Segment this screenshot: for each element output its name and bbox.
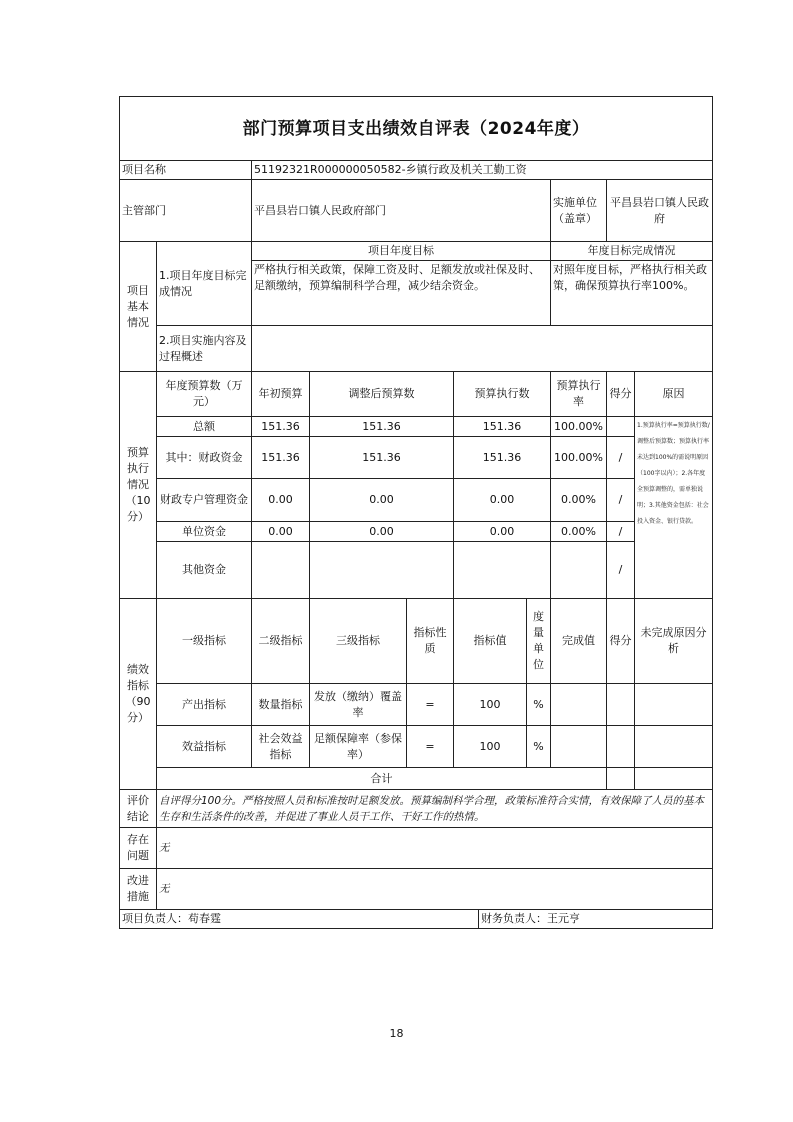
rate-header: 预算执行率 [551,372,607,417]
budget-row-executed: 151.36 [454,437,551,479]
level2-header: 二级指标 [252,599,310,684]
budget-row-name: 其他资金 [157,542,252,599]
budget-row-rate: 0.00% [551,479,607,522]
perf-done [551,684,607,726]
nature-header: 指标性质 [407,599,454,684]
budget-row-executed: 0.00 [454,522,551,542]
total-blank [635,768,713,790]
project-name-label: 项目名称 [120,161,252,180]
perf-reason [635,726,713,768]
perf-row [120,684,713,726]
unfinished-reason-header: 未完成原因分析 [635,599,713,684]
perf-level2: 社会效益指标 [252,726,310,768]
project-name-value: 51192321R000000050582-乡镇行政及机关工勤工资 [252,161,713,180]
dept-label: 主管部门 [120,180,252,242]
perf-level1: 效益指标 [157,726,252,768]
budget-row-score: / [607,542,635,599]
unit-header: 度量单位 [527,599,551,684]
budget-row-name: 单位资金 [157,522,252,542]
budget-row-executed [454,542,551,599]
budget-row-score: / [607,479,635,522]
total-label: 合计 [157,768,607,790]
budget-label: 预算执行情况（10分） [120,372,157,599]
perf-level1: 产出指标 [157,684,252,726]
form-title: 部门预算项目支出绩效自评表（2024年度） [120,97,713,161]
improve-label: 改进措施 [120,869,157,910]
budget-row [120,417,713,437]
budget-row-rate: 0.00% [551,522,607,542]
budget-score-header: 得分 [607,372,635,417]
budget-row-adjusted: 0.00 [310,479,454,522]
implementation-value [252,326,713,372]
budget-reason-note: 1.预算执行率=预算执行数/调整后预算数；预算执行率未达到100%的需说明原因（100字以内）；2.各年度全预算调整的，需单独说明；3.其他资金包括：社会投入资金、银行贷款。 [635,417,713,599]
issues-label: 存在问题 [120,828,157,869]
budget-row-name: 总额 [157,417,252,437]
perf-score [607,684,635,726]
perf-nature: = [407,726,454,768]
finance-lead: 财务负责人：王元亨 [479,910,713,929]
annual-goal-header: 项目年度目标 [252,242,551,261]
adjusted-budget-header: 调整后预算数 [310,372,454,417]
perf-row [120,726,713,768]
total-score [607,768,635,790]
issues-text: 无 [157,828,713,869]
level1-header: 一级指标 [157,599,252,684]
budget-row-executed: 0.00 [454,479,551,522]
perf-label: 绩效指标（90分） [120,599,157,790]
budget-row-adjusted: 151.36 [310,417,454,437]
impl-unit-label: 实施单位（盖章） [551,180,607,242]
evaluation-text: 自评得分100分。严格按照人员和标准按时足额发放。预算编制科学合理，政策标准符合实情，有效保障了人员的基本生存和生活条件的改善，并促进了事业人员干工作、干好工作的热情。 [157,790,713,828]
budget-row-adjusted: 0.00 [310,522,454,542]
perf-score-header: 得分 [607,599,635,684]
budget-row-initial: 0.00 [252,479,310,522]
budget-row-score: / [607,522,635,542]
level3-header: 三级指标 [310,599,407,684]
perf-score [607,726,635,768]
budget-row [120,522,713,542]
budget-row-rate [551,542,607,599]
perf-value: 100 [454,726,527,768]
evaluation-label: 评价结论 [120,790,157,828]
improve-text: 无 [157,869,713,910]
budget-row-adjusted [310,542,454,599]
perf-done [551,726,607,768]
indicator-value-header: 指标值 [454,599,527,684]
budget-row-name: 其中：财政资金 [157,437,252,479]
perf-level2: 数量指标 [252,684,310,726]
budget-row [120,479,713,522]
perf-level3: 足额保障率（参保率） [310,726,407,768]
perf-unit: % [527,684,551,726]
completion-text: 对照年度目标，严格执行相关政策，确保预算执行率100%。 [551,261,713,326]
budget-row-initial: 0.00 [252,522,310,542]
project-lead: 项目负责人：苟春霆 [120,910,479,929]
budget-row-executed: 151.36 [454,417,551,437]
reason-header: 原因 [635,372,713,417]
goal-completion-label: 1.项目年度目标完成情况 [157,242,252,326]
done-value-header: 完成值 [551,599,607,684]
budget-row-rate: 100.00% [551,437,607,479]
perf-reason [635,684,713,726]
budget-row-name: 财政专户管理资金 [157,479,252,522]
dept-value: 平昌县岩口镇人民政府部门 [252,180,551,242]
budget-row-initial: 151.36 [252,417,310,437]
perf-level3: 发放（缴纳）覆盖率 [310,684,407,726]
budget-row-score: / [607,437,635,479]
perf-value: 100 [454,684,527,726]
annual-budget-header: 年度预算数（万元） [157,372,252,417]
budget-row-initial [252,542,310,599]
page-number: 18 [389,1027,404,1040]
self-evaluation-form [119,96,713,929]
budget-row-adjusted: 151.36 [310,437,454,479]
initial-budget-header: 年初预算 [252,372,310,417]
budget-row-score [607,417,635,437]
budget-row [120,437,713,479]
executed-budget-header: 预算执行数 [454,372,551,417]
basic-info-label: 项目基本情况 [120,242,157,372]
annual-goal-text: 严格执行相关政策，保障工资及时、足额发放或社保及时、足额缴纳，预算编制科学合理，减少结余资金。 [252,261,551,326]
budget-row-initial: 151.36 [252,437,310,479]
budget-row [120,542,713,599]
impl-unit-value: 平昌县岩口镇人民政府 [607,180,713,242]
implementation-label: 2.项目实施内容及过程概述 [157,326,252,372]
perf-unit: % [527,726,551,768]
budget-row-rate: 100.00% [551,417,607,437]
completion-header: 年度目标完成情况 [551,242,713,261]
perf-nature: = [407,684,454,726]
